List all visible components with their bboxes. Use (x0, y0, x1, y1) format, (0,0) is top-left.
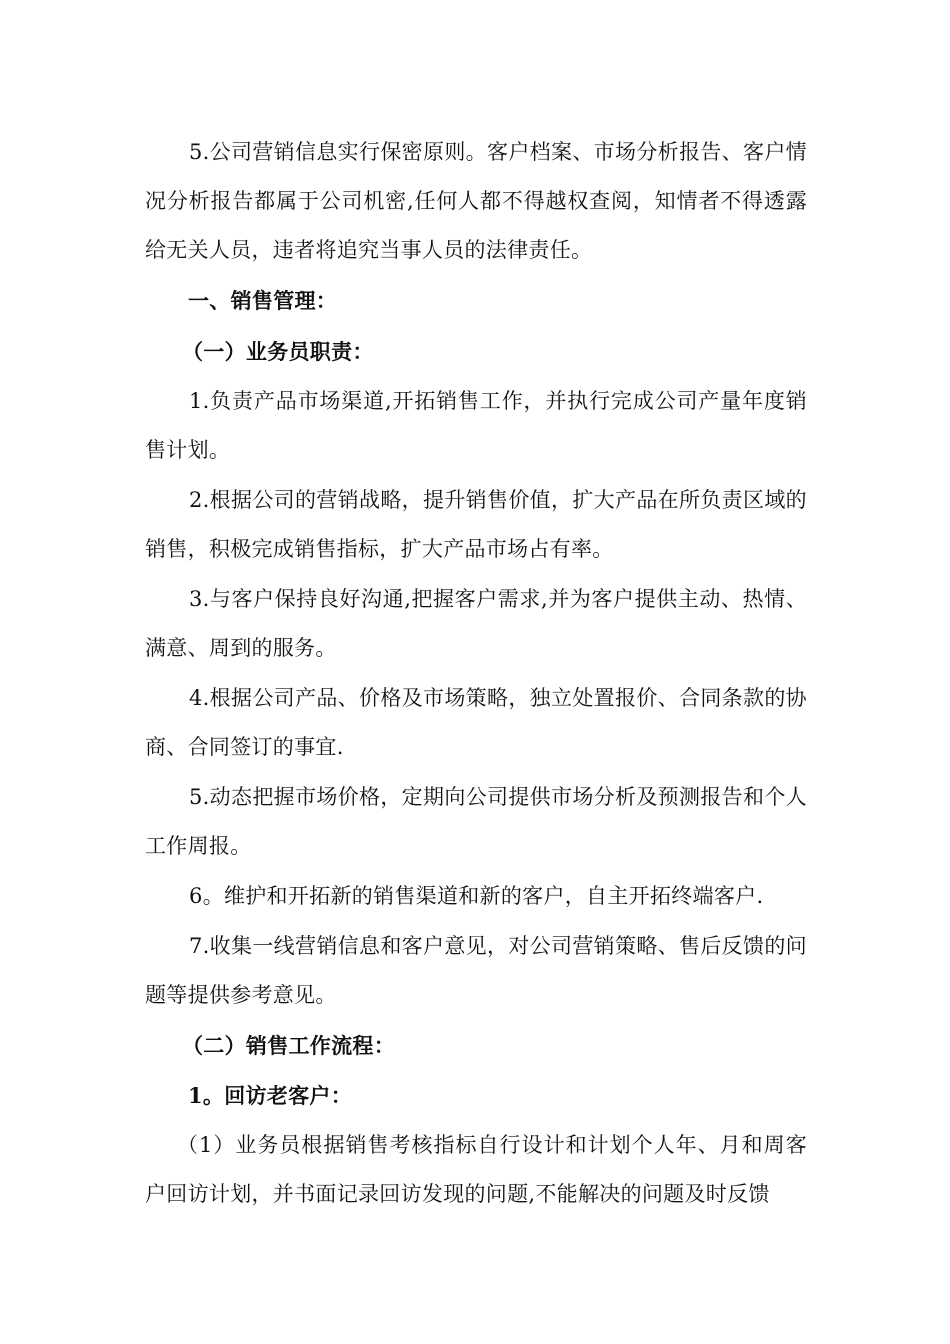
subsection-heading-duties: （一）业务员职责： (182, 339, 374, 364)
duty-item-3: 3.与客户保持良好沟通,把握客户需求,并为客户提供主动、热情、满意、周到的服务。 (145, 587, 807, 660)
duty-item-2: 2.根据公司的营销战略，提升销售价值，扩大产品在所负责区域的销售，积极完成销售指标，扩大产品市场占有率。 (145, 488, 807, 561)
subsection-heading-workflow: （二）销售工作流程： (182, 1033, 395, 1058)
duty-item-1: 1.负责产品市场渠道,开拓销售工作，并执行完成公司产量年度销售计划。 (145, 389, 807, 462)
section-heading-sales-management: 一、销售管理： (188, 288, 338, 313)
duty-item-6: 6。维护和开拓新的销售渠道和新的客户，自主开拓终端客户. (189, 884, 764, 908)
paragraph-confidentiality: 5.公司营销信息实行保密原则。客户档案、市场分析报告、客户情况分析报告都属于公司机密,任何人都不得越权查阅，知情者不得透露给无关人员，违者将追究当事人员的法律责任。 (145, 140, 807, 262)
duty-item-5: 5.动态把握市场价格，定期向公司提供市场分析及预测报告和个人工作周报。 (145, 785, 807, 858)
duty-item-7: 7.收集一线营销信息和客户意见，对公司营销策略、售后反馈的问题等提供参考意见。 (145, 934, 807, 1007)
duty-item-4: 4.根据公司产品、价格及市场策略，独立处置报价、合同条款的协商、合同签订的事宜. (145, 686, 807, 759)
workflow-item-1: （1）业务员根据销售考核指标自行设计和计划个人年、月和周客户回访计划，并书面记录回访发现的问题,不能解决的问题及时反馈 (145, 1133, 807, 1206)
workflow-heading-revisit: 1。回访老客户： (188, 1083, 353, 1108)
